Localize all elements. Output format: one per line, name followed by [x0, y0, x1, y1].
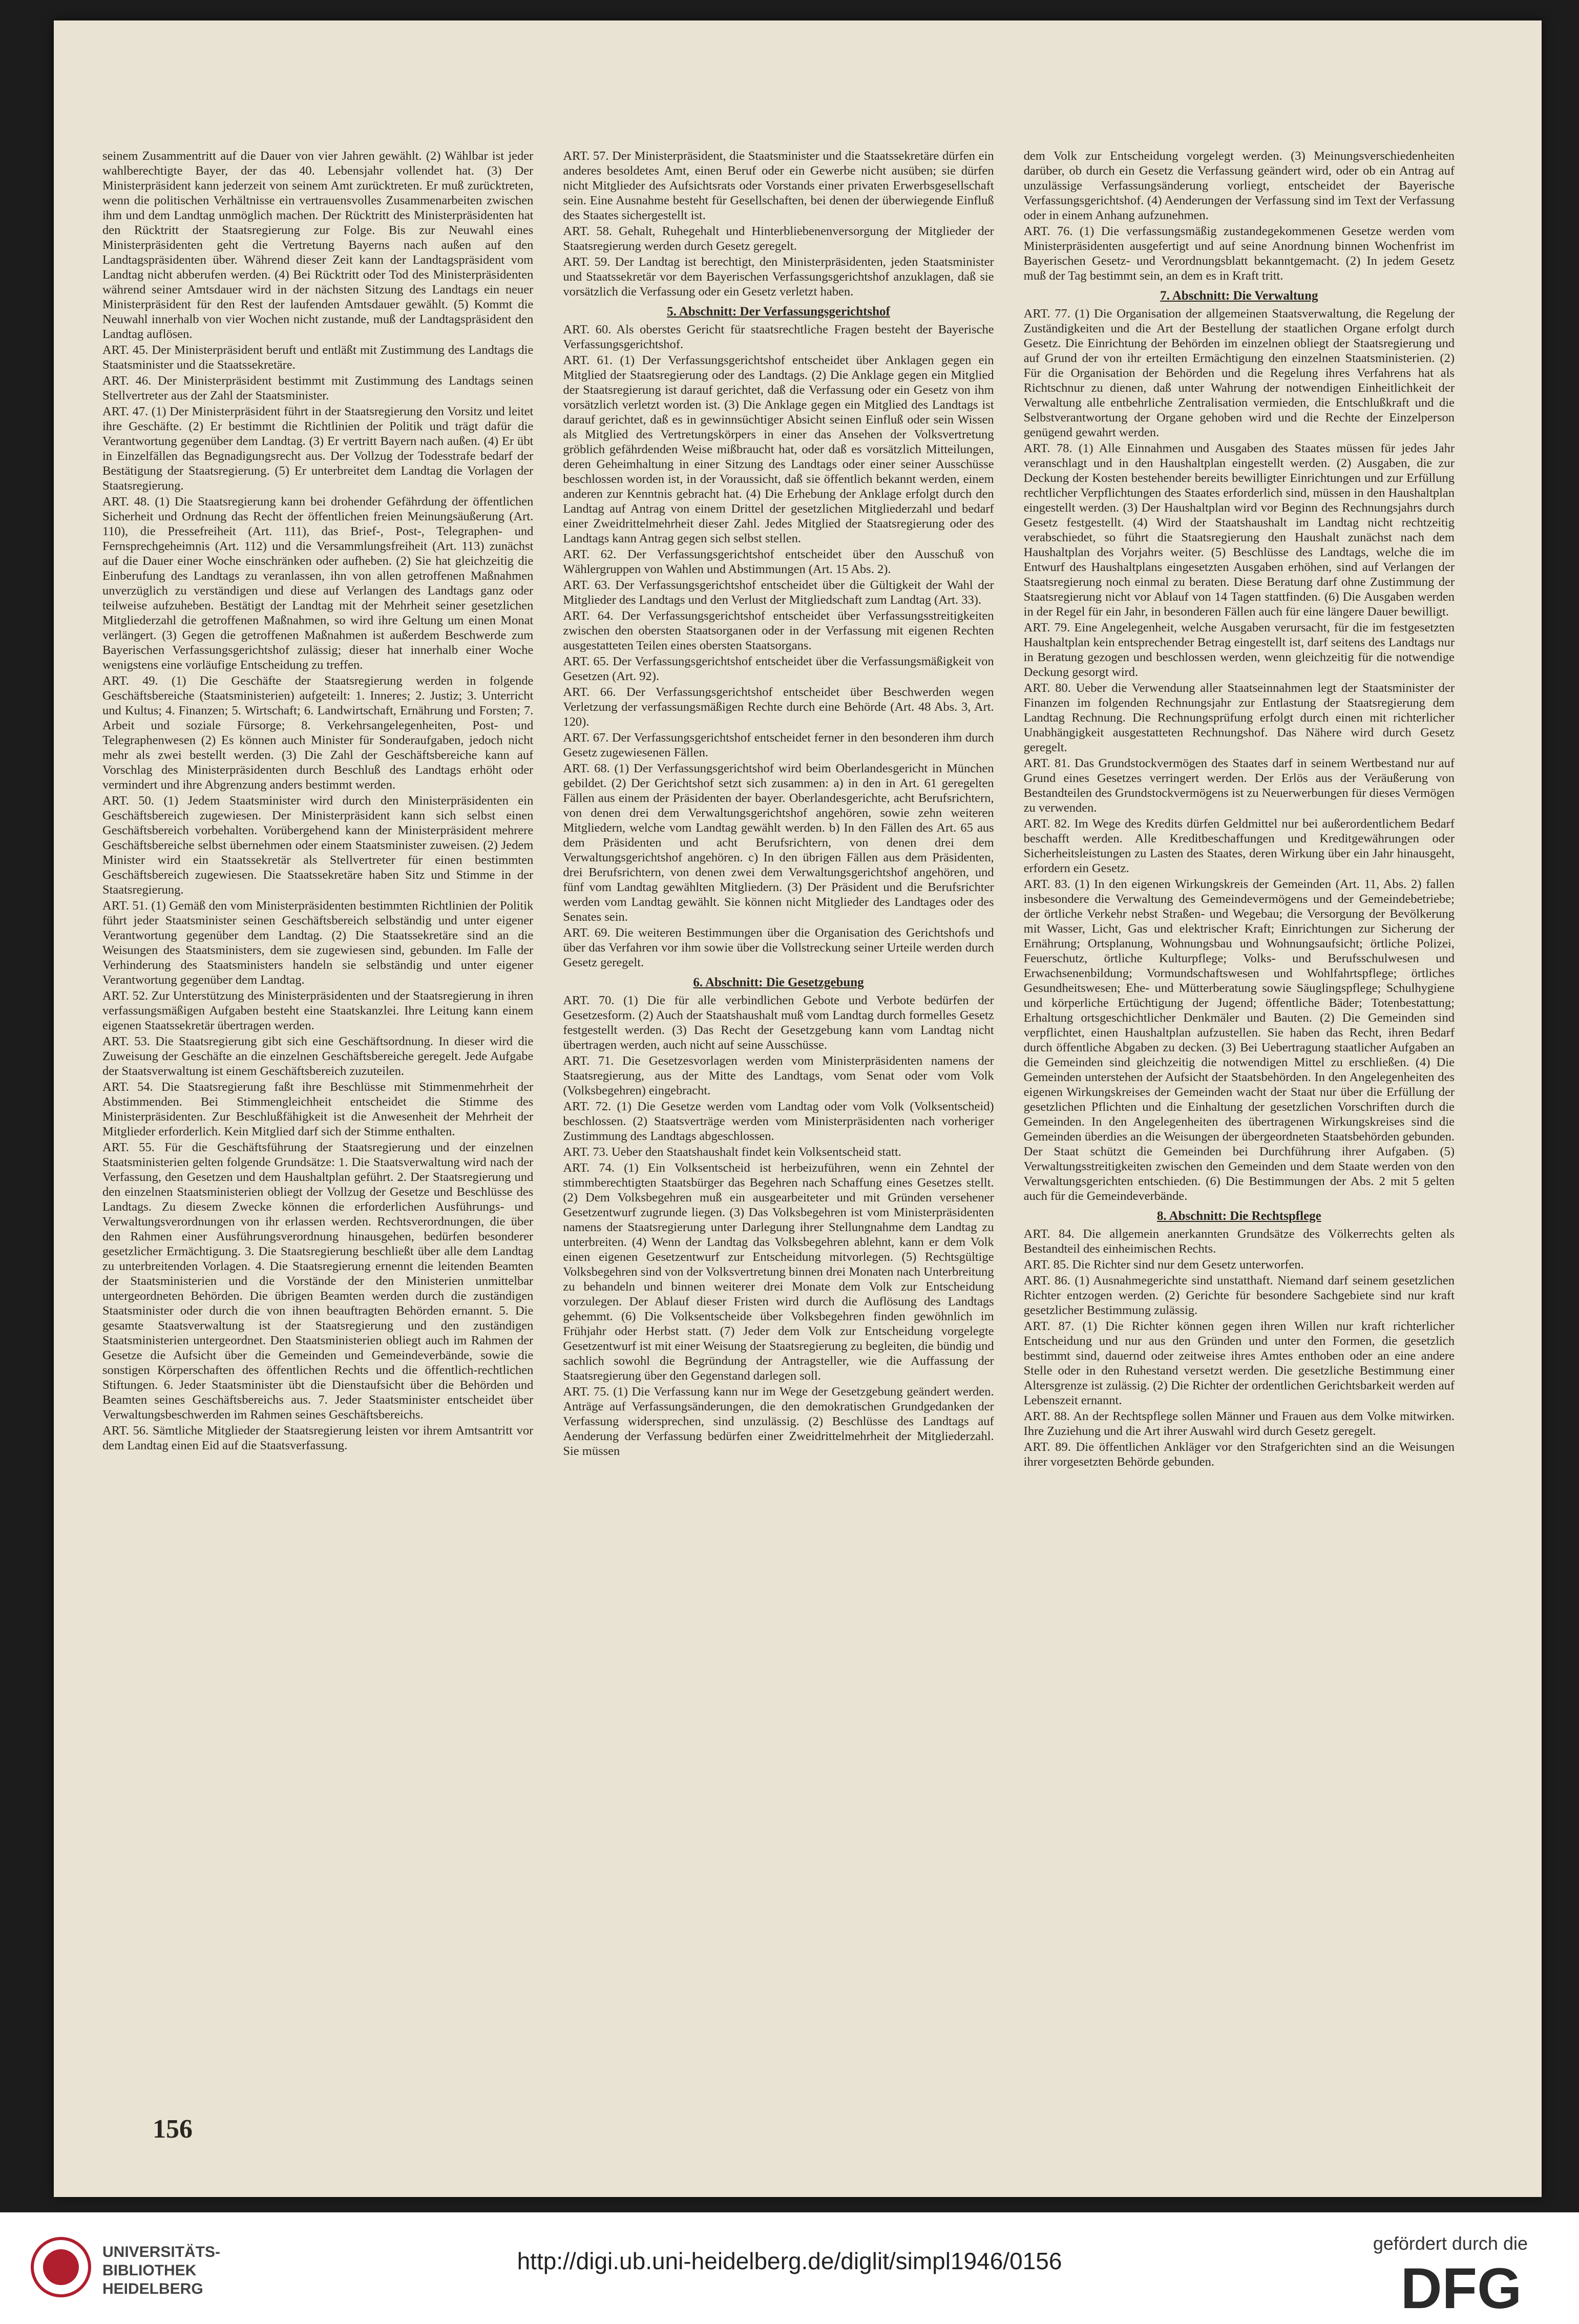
article-paragraph: ART. 62. Der Verfassungsgerichtshof entscheidet über den Ausschuß von Wählergruppen von Wahlen und Abstimmungen (Art. 15 Abs. 2). — [563, 547, 994, 576]
article-paragraph: ART. 45. Der Ministerpräsident beruft und entläßt mit Zustimmung des Landtags die Staatsminister und die Staatssekretäre. — [102, 343, 534, 372]
section-heading: 7. Abschnitt: Die Verwaltung — [1160, 289, 1318, 303]
column-3 — [1024, 149, 1455, 2043]
article-paragraph: ART. 47. (1) Der Ministerpräsident führt in der Staatsregierung den Vorsitz und leitet ihre Geschäfte. (2) Er bestimmt die Richtlinien der Politik und trägt dafür die Verantwortung gegenüber dem Landtag. (3) Er vertritt Bayern nach außen. (4) Er übt in Einzelfällen das Begnadigungsrecht aus. Der Vollzug der Todesstrafe bedarf der Bestätigung der Staatsregierung. (5) Er unterbreitet dem Landtag die Vorlagen der Staatsregierung. — [102, 405, 534, 493]
article-paragraph: ART. 56. Sämtliche Mitglieder der Staatsregierung leisten vor ihrem Amtsantritt vor dem Landtag einen Eid auf die Staatsverfassung. — [102, 1424, 534, 1452]
section-heading: 6. Abschnitt: Die Gesetzgebung — [693, 976, 864, 989]
article-paragraph: ART. 51. (1) Gemäß den vom Ministerpräsidenten bestimmten Richtlinien der Politik führt jeder Staatsminister seinen Geschäftsbereich selbständig und unter eigener Verantwortung gegenüber dem Landtag. (2) Die Staatssekretäre sind an die Weisungen des Staatsministers, dem sie zugewiesen sind, gebunden. Im Falle der Verhinderung des Staatsministers handeln sie selbständig und unter eigener Verantwortung gegenüber dem Landtag. — [102, 899, 534, 987]
article-paragraph: ART. 58. Gehalt, Ruhegehalt und Hinterbliebenenversorgung der Mitglieder der Staatsregierung werden durch Gesetz geregelt. — [563, 224, 994, 253]
article-paragraph: ART. 88. An der Rechtspflege sollen Männer und Frauen aus dem Volke mitwirken. Ihre Zuziehung und die Art ihrer Auswahl wird durch Gesetz geregelt. — [1023, 1409, 1455, 1438]
article-paragraph: ART. 77. (1) Die Organisation der allgemeinen Staatsverwaltung, die Regelung der Zuständigkeiten und die Art der Bestellung der staatlichen Organe erfolgt durch Gesetz. Die Einrichtung der Behörden im einzelnen obliegt der Staatsregierung und auf Grund der von ihr erteilten Ermächtigung den einzelnen Staatsministerien. (2) Für die Organisation der Behörden und die Regelung ihres Verfahrens hat als Richtschnur zu dienen, daß unter Wahrung der notwendigen Einheitlichkeit der Verwaltung alle entbehrliche Zentralisation vermieden, die Entschlußkraft und die Selbstverantwortung der Organe gehoben wird und die Rechte der Einzelperson genügend gewahrt werden. — [1023, 307, 1455, 439]
page-number: 156 — [153, 2115, 193, 2144]
article-paragraph: ART. 61. (1) Der Verfassungsgerichtshof entscheidet über Anklagen gegen ein Mitglied der Staatsregierung oder des Landtags. (2) Die Anklage gegen ein Mitglied der Staatsregierung ist darauf gerichtet, daß die Verfassung oder ein Gesetz von ihm vorsätzlich verletzt worden ist. (3) Die Anklage gegen ein Mitglied des Landtags ist darauf gerichtet, daß es in gewinnsüchtiger Absicht seinen Einfluß oder sein Wissen als Mitglied des Vertretungskörpers in einer das Ansehen der Volksvertretung gröblich gefährdenden Weise mißbraucht hat, oder daß es vorsätzlich Mitteilungen, deren Geheimhaltung in einer Sitzung des Landtags oder einer seiner Ausschüsse beschlossen worden ist, in der Voraussicht, daß sie öffentlich bekannt werden, einem anderen zur Kenntnis gebracht hat. (4) Die Erhebung der Anklage erfolgt durch den Landtag auf Antrag von einem Drittel der gesetzlichen Mitgliederzahl und bedarf einer Zweidrittelmehrheit dieser Zahl. Jedes Mitglied der Staatsregierung oder des Landtags kann Antrag gegen sich selbst stellen. — [563, 353, 994, 545]
article-paragraph: ART. 76. (1) Die verfassungsmäßig zustandegekommenen Gesetze werden vom Ministerpräsidenten ausgefertigt und auf seine Anordnung binnen Wochenfrist im Bayerischen Gesetz- und Verordnungsblatt bekanntgemacht. (2) In jedem Gesetz muß der Tag bestimmt sein, an dem es in Kraft tritt. — [1023, 224, 1455, 283]
article-paragraph: ART. 67. Der Verfassungsgerichtshof entscheidet ferner in den besonderen ihm durch Gesetz zugewiesenen Fällen. — [563, 731, 994, 759]
article-paragraph: ART. 79. Eine Angelegenheit, welche Ausgaben verursacht, für die im festgesetzten Haushaltplan kein entsprechender Betrag eingestellt ist, darf seitens des Landtags nur in Beratung gezogen und beschlossen werden, wenn gleichzeitig für die notwendige Deckung gesorgt wird. — [1023, 621, 1455, 679]
article-paragraph: ART. 84. Die allgemein anerkannten Grundsätze des Völkerrechts gelten als Bestandteil des einheimischen Rechts. — [1023, 1227, 1455, 1256]
article-paragraph: ART. 87. (1) Die Richter können gegen ihren Willen nur kraft richterlicher Entscheidung und nur aus den Gründen und unter den Formen, die gesetzlich bestimmt sind, dauernd oder zeitweise ihres Amtes enthoben oder an eine andere Stelle oder in den Ruhestand versetzt werden. Die gesetzliche Bestimmung einer Altersgrenze ist zulässig. (2) Die Richter der ordentlichen Gerichtsbarkeit werden auf Lebenszeit ernannt. — [1023, 1319, 1455, 1407]
article-paragraph: ART. 63. Der Verfassungsgerichtshof entscheidet über die Gültigkeit der Wahl der Mitglieder des Landtags und den Verlust der Mitgliedschaft zum Landtag (Art. 33). — [563, 578, 994, 607]
column-2 — [563, 149, 994, 2043]
article-paragraph: ART. 83. (1) In den eigenen Wirkungskreis der Gemeinden (Art. 11, Abs. 2) fallen insbesondere die Verwaltung des Gemeindevermögens und der Gemeindebetriebe; der örtliche Verkehr nebst Straßen- und Wegebau; die Versorgung der Bevölkerung mit Wasser, Licht, Gas und elektrischer Kraft; Einrichtungen zur Sicherung der Ernährung; Ortsplanung, Wohnungsbau und Wohnungsaufsicht; örtliche Polizei, Feuerschutz, örtliche Kulturpflege; Volks- und Berufsschulwesen und Erwachsenenbildung; Vormundschaftswesen und Wohlfahrtspflege; örtliches Gesundheitswesen; Ehe- und Mütterberatung sowie Säuglingspflege; Schulhygiene und körperliche Ertüchtigung der Jugend; öffentliche Bäder; Totenbestattung; Erhaltung ortsgeschichtlicher Denkmäler und Bauten. (2) Die Gemeinden sind verpflichtet, einen Haushaltplan aufzustellen. Sie haben das Recht, ihren Bedarf durch öffentliche Abgaben zu decken. (3) Bei Uebertragung staatlicher Aufgaben an die Gemeinden sind gleichzeitig die notwendigen Mittel zu erschließen. (4) Die Gemeinden unterstehen der Aufsicht der Staatsbehörden. In den Angelegenheiten des eigenen Wirkungskreises der Gemeinden wacht der Staat nur über die Erfüllung der gesetzlichen Pflichten und die Einhaltung der gesetzlichen Vorschriften durch die Gemeinden. In den Angelegenheiten des übertragenen Wirkungskreises sind die Gemeinden überdies an die Weisungen der übergeordneten Staatsbehörden gebunden. Der Staat schützt die Gemeinden bei Durchführung ihrer Aufgaben. (5) Verwaltungsstreitigkeiten zwischen den Gemeinden und dem Staate werden von den Verwaltungsgerichten entschieden. (6) Die Bestimmungen der Abs. 2 mit 5 gelten auch für die Gemeindeverbände. — [1023, 877, 1455, 1203]
article-paragraph: ART. 50. (1) Jedem Staatsminister wird durch den Ministerpräsidenten ein Geschäftsbereich zugewiesen. Der Ministerpräsident kann sich selbst einen Geschäftsbereich vorbehalten. Vorübergehend kann der Ministerpräsident mehrere Geschäftsbereiche selbst übernehmen oder einem Staatsminister zuweisen. (2) Jedem Minister wird ein Staatssekretär als Stellvertreter für einen bestimmten Geschäftsbereich zugewiesen. Die Staatssekretäre haben Sitz und Stimme in der Staatsregierung. — [102, 794, 534, 897]
article-paragraph: ART. 65. Der Verfassungsgerichtshof entscheidet über die Verfassungsmäßigkeit von Gesetzen (Art. 92). — [563, 654, 994, 683]
article-paragraph: ART. 75. (1) Die Verfassung kann nur im Wege der Gesetzgebung geändert werden. Anträge auf Verfassungsänderungen, die den demokratischen Grundgedanken der Verfassung widersprechen, sind unzulässig. (2) Beschlüsse des Landtags auf Aenderung der Verfassung bedürfen einer Zweidrittelmehrheit der Mitgliederzahl. Sie müssen — [563, 1385, 994, 1458]
article-paragraph: ART. 66. Der Verfassungsgerichtshof entscheidet über Beschwerden wegen Verletzung der verfassungsmäßigen Rechte durch eine Behörde (Art. 48 Abs. 3, Art. 120). — [563, 685, 994, 729]
article-paragraph: ART. 85. Die Richter sind nur dem Gesetz unterworfen. — [1023, 1258, 1304, 1272]
article-paragraph: ART. 81. Das Grundstockvermögen des Staates darf in seinem Wertbestand nur auf Grund eines Gesetzes verringert werden. Der Erlös aus der Veräußerung von Bestandteilen des Grundstockvermögens ist zu Neuerwerbungen für dieses Vermögen zu verwenden. — [1023, 756, 1455, 815]
dfg-logo-text: DFG — [1400, 2259, 1522, 2316]
dfg-logo[interactable] — [1379, 2259, 1543, 2316]
article-paragraph: ART. 59. Der Landtag ist berechtigt, den Ministerpräsidenten, jeden Staatsminister und Staatssekretär vor dem Bayerischen Verfassungsgerichtshof anzuklagen, daß sie vorsätzlich die Verfassung oder ein Gesetz verletzt haben. — [563, 255, 994, 299]
article-paragraph: ART. 53. Die Staatsregierung gibt sich eine Geschäftsordnung. In dieser wird die Zuweisung der Geschäfte an die einzelnen Geschäftsbereiche geregelt. Jede Aufgabe der Staatsverwaltung ist einem Geschäftsbereich zuzuteilen. — [102, 1034, 534, 1078]
article-paragraph: seinem Zusammentritt auf die Dauer von vier Jahren gewählt. (2) Wählbar ist jeder wahlberechtigte Bayer, der das 40. Lebensjahr vollendet hat. (3) Der Ministerpräsident kann jederzeit von seinem Amt zurücktreten. Er muß zurücktreten, wenn die politischen Verhältnisse ein vertrauensvolles Zusammenarbeiten zwischen ihm und dem Landtag unmöglich machen. Der Rücktritt des Ministerpräsidenten hat den Rücktritt der Staatsregierung zur Folge. Bis zur Neuwahl eines Ministerpräsidenten geht die Vertretung Bayerns nach außen auf den Landtagspräsidenten über. Während dieser Zeit kann der Landtagspräsident vom Landtag nicht abberufen werden. (4) Bei Rücktritt oder Tod des Ministerpräsidenten während seiner Amtsdauer wird in der nächsten Sitzung des Landtags ein neuer Ministerpräsident für den Rest der laufenden Amtsdauer gewählt. (5) Kommt die Neuwahl innerhalb von vier Wochen nicht zustande, muß der Landtagspräsident den Landtag auflösen. — [102, 149, 534, 341]
viewer-footer — [0, 2212, 1579, 2324]
article-paragraph: ART. 80. Ueber die Verwendung aller Staatseinnahmen legt der Staatsminister der Finanzen im folgenden Rechnungsjahr zur Entlastung der Staatsregierung dem Landtag Rechnung. Die Rechnungsprüfung erfolgt durch einen mit richterlicher Unabhängigkeit ausgestatteten Rechnungshof. Das Nähere wird durch Gesetz geregelt. — [1023, 681, 1455, 754]
article-paragraph: ART. 69. Die weiteren Bestimmungen über die Organisation des Gerichtshofs und über das Verfahren vor ihm sowie über die Vollstreckung seiner Urteile werden durch Gesetz geregelt. — [563, 926, 994, 969]
article-paragraph: ART. 60. Als oberstes Gericht für staatsrechtliche Fragen besteht der Bayerische Verfassungsgerichtshof. — [563, 323, 994, 351]
article-paragraph: ART. 46. Der Ministerpräsident bestimmt mit Zustimmung des Landtags seinen Stellvertreter aus der Zahl der Staatsminister. — [102, 374, 534, 403]
article-paragraph: ART. 89. Die öffentlichen Ankläger vor den Strafgerichten sind an die Weisungen ihrer vorgesetzten Behörde gebunden. — [1023, 1440, 1455, 1469]
article-paragraph: ART. 71. Die Gesetzesvorlagen werden vom Ministerpräsidenten namens der Staatsregierung, aus der Mitte des Landtags, vom Senat oder vom Volk (Volksbegehren) eingebracht. — [563, 1054, 994, 1097]
article-paragraph: ART. 72. (1) Die Gesetze werden vom Landtag oder vom Volk (Volksentscheid) beschlossen. (2) Staatsverträge werden vom Ministerpräsidenten nach vorheriger Zustimmung des Landtags abgeschlossen. — [563, 1100, 994, 1143]
column-1 — [102, 149, 533, 2043]
article-paragraph: ART. 52. Zur Unterstützung des Ministerpräsidenten und der Staatsregierung in ihren verfassungsmäßigen Aufgaben besteht eine Staatskanzlei. Ihre Leitung kann einem eigenen Staatssekretär übertragen werden. — [102, 989, 534, 1032]
article-paragraph: ART. 49. (1) Die Geschäfte der Staatsregierung werden in folgende Geschäftsbereiche (Staatsministerien) aufgeteilt: 1. Inneres; 2. Justiz; 3. Unterricht und Kultus; 4. Finanzen; 5. Wirtschaft; 6. Landwirtschaft, Ernährung und Forsten; 7. Arbeit und soziale Fürsorge; 8. Verkehrsangelegenheiten, Post- und Telegraphenwesen (2) Es können auch Minister für Sonderaufgaben, jedoch nicht mehr als zwei bestellt werden. (3) Die Zahl der Geschäftsbereiche kann auf Vorschlag des Ministerpräsidenten durch Beschluß des Landtags erhöht oder vermindert und ihre Abgrenzung anders bestimmt werden. — [102, 674, 534, 792]
article-paragraph: ART. 48. (1) Die Staatsregierung kann bei drohender Gefährdung der öffentlichen Sicherheit und Ordnung das Recht der öffentlichen freien Meinungsäußerung (Art. 110), die Pressefreiheit (Art. 111), das Brief-, Post-, Telegraphen- und Fernsprechgeheimnis (Art. 112) und die Versammlungsfreiheit (Art. 113) zunächst auf die Dauer einer Woche einschränken oder aufheben. (2) Sie hat gleichzeitig die Einberufung des Landtags zu veranlassen, ihn von allen getroffenen Maßnahmen unverzüglich zu verständigen und diese auf Verlangen des Landtags ganz oder teilweise aufzuheben. Bestätigt der Landtag mit der Mehrheit seiner gesetzlichen Mitgliederzahl die getroffenen Maßnahmen, so wird ihre Geltung um einen Monat verlängert. (3) Gegen die getroffenen Maßnahmen ist außerdem Beschwerde zum Bayerischen Verfassungsgerichtshof zulässig; dieser hat innerhalb einer Woche wenigstens eine vorläufige Entscheidung zu treffen. — [102, 495, 534, 672]
article-paragraph: ART. 68. (1) Der Verfassungsgerichtshof wird beim Oberlandesgericht in München gebildet. (2) Der Gerichtshof setzt sich zusammen: a) in den in Art. 61 geregelten Fällen aus einem der Präsidenten der bayer. Oberlandesgerichte, acht Berufsrichtern, von denen drei dem Verwaltungsgerichtshof angehören, sowie zehn weiteren Mitgliedern, welche vom Landtag gewählt werden. b) In den Fällen des Art. 65 aus dem Präsidenten und acht Berufsrichtern, von denen drei dem Verwaltungsgerichtshof angehören. c) In den übrigen Fällen aus dem Präsidenten, drei Berufsrichtern, von denen zwei dem Verwaltungsgerichtshof angehören, und fünf vom Landtag gewählten Mitgliedern. (3) Der Präsident und die Berufsrichter werden vom Landtag gewählt. Sie können nicht Mitglieder des Landtages oder des Senates sein. — [563, 762, 994, 924]
article-paragraph: ART. 82. Im Wege des Kredits dürfen Geldmittel nur bei außerordentlichem Bedarf beschafft werden. Alle Kreditbeschaffungen und Kreditgewährungen oder Sicherheitsleistungen zu Lasten des Staates, deren Wirkung über ein Jahr hinausgeht, erfordern ein Gesetz. — [1023, 817, 1455, 875]
text-columns — [102, 149, 1455, 2043]
section-heading: 8. Abschnitt: Die Rechtspflege — [1156, 1209, 1321, 1223]
article-paragraph: ART. 74. (1) Ein Volksentscheid ist herbeizuführen, wenn ein Zehntel der stimmberechtigten Staatsbürger das Begehren nach Schaffung eines Gesetzes stellt. (2) Dem Volksbegehren muß ein ausgearbeiteter und mit Gründen versehener Gesetzentwurf zugrunde liegen. (3) Das Volksbegehren ist vom Ministerpräsidenten namens der Staatsregierung unter Darlegung ihrer Stellungnahme dem Landtag zu unterbreiten. (4) Wenn der Landtag das Volksbegehren ablehnt, kann er dem Volk einen eigenen Gesetzentwurf zur Entscheidung mitvorlegen. (5) Rechtsgültige Volksbegehren sind von der Volksvertretung binnen drei Monaten nach Unterbreitung zu behandeln und binnen weiterer drei Monate dem Volk zur Entscheidung vorzulegen. Der Ablauf dieser Fristen wird durch die Auflösung des Landtags gehemmt. (6) Die Volksentscheide über Volksbegehren finden gewöhnlich im Frühjahr oder Herbst statt. (7) Jeder dem Volk zur Entscheidung vorgelegte Gesetzentwurf ist mit einer Weisung der Staatsregierung zu begleiten, die bündig und sachlich sowohl die Begründung der Antragsteller, wie die Auffassung der Staatsregierung über den Gegenstand darlegen soll. — [563, 1161, 994, 1383]
article-paragraph: ART. 64. Der Verfassungsgerichtshof entscheidet über Verfassungsstreitigkeiten zwischen den obersten Staatsorganen oder in der Verfassung mit eigenen Rechten ausgestatteten Teilen eines obersten Staatsorgans. — [563, 609, 994, 652]
article-paragraph: ART. 55. Für die Geschäftsführung der Staatsregierung und der einzelnen Staatsministerien gelten folgende Grundsätze: 1. Die Staatsverwaltung wird nach der Verfassung, den Gesetzen und dem Haushaltplan geführt. 2. Der Staatsregierung und den einzelnen Staatsministerien obliegt der Vollzug der Gesetze und Beschlüsse des Landtags. Zu diesem Zwecke können die erforderlichen Ausführungs- und Verwaltungsverordnungen von ihr erlassen werden. Rechtsverordnungen, die über den Rahmen einer Ausführungsverordnung hinausgehen, bedürfen besonderer gesetzlicher Ermächtigung. 3. Die Staatsregierung beschließt über alle dem Landtag zu unterbreitenden Vorlagen. 4. Die Staatsregierung ernennt die leitenden Beamten der Staatsministerien und die Vorstände der den Ministerien unmittelbar untergeordneten Behörden. Die übrigen Beamten werden durch die zuständigen Staatsminister oder durch die von ihnen beauftragten Behörden ernannt. 5. Die gesamte Staatsverwaltung ist der Staatsregierung und den zuständigen Staatsministerien untergeordnet. Den Staatsministerien obliegt auch im Rahmen der Gesetze die Aufsicht über die Gemeinden und Gemeindeverbände, sowie die sonstigen Körperschaften des öffentlichen Rechts und die öffentlich-rechtlichen Stiftungen. 6. Jeder Staatsminister übt die Dienstaufsicht über die Behörden und Beamten seines Geschäftsbereichs aus. 7. Jeder Staatsminister entscheidet über Verwaltungsbeschwerden im Rahmen seines Geschäftsbereichs. — [102, 1140, 534, 1422]
article-paragraph: ART. 86. (1) Ausnahmegerichte sind unstatthaft. Niemand darf seinem gesetzlichen Richter entzogen werden. (2) Gerichte für besondere Sachgebiete sind nur kraft gesetzlicher Bestimmung zulässig. — [1023, 1274, 1455, 1317]
section-heading: 5. Abschnitt: Der Verfassungsgerichtshof — [667, 305, 890, 319]
institution-name: UNIVERSITÄTS- BIBLIOTHEK HEIDELBERG — [102, 2244, 221, 2297]
funding-note: gefördert durch die — [1373, 2233, 1528, 2254]
permalink-url[interactable]: http://digi.ub.uni-heidelberg.de/diglit/simpl1946/0156 — [517, 2248, 1062, 2274]
article-paragraph: dem Volk zur Entscheidung vorgelegt werden. (3) Meinungsverschiedenheiten darüber, ob durch ein Gesetz die Verfassung geändert wird, oder ob ein Antrag auf unzulässige Verfassungsänderung vorliegt, entscheidet der Bayerische Verfassungsgerichtshof. (4) Aenderungen der Verfassung sind im Text der Verfassung oder in einem Anhang aufzunehmen. — [1023, 149, 1455, 222]
article-paragraph: ART. 73. Ueber den Staatshaushalt findet kein Volksentscheid statt. — [563, 1145, 901, 1159]
article-paragraph: ART. 57. Der Ministerpräsident, die Staatsminister und die Staatssekretäre dürfen ein anderes besoldetes Amt, einen Beruf oder ein Gewerbe nicht ausüben; sie dürfen nicht Mitglieder des Aufsichtsrats oder Vorstands einer privaten Erwerbsgesellschaft sein. Eine Ausnahme besteht für Gesellschaften, bei denen der überwiegende Einfluß des Staates sichergestellt ist. — [563, 149, 994, 222]
article-paragraph: ART. 78. (1) Alle Einnahmen und Ausgaben des Staates müssen für jedes Jahr veranschlagt und in den Haushaltplan eingestellt werden. (2) Ausgaben, die zur Deckung der Kosten bestehender bereits bewilligter Einrichtungen und zur Erfüllung rechtlicher Verpflichtungen des Staates erforderlich sind, müssen in den Haushaltplan eingestellt werden. (3) Der Haushaltplan wird vor Beginn des Rechnungsjahrs durch Gesetz festgestellt. (4) Wird der Staatshaushalt im Landtag nicht rechtzeitig verabschiedet, so führt die Staatsregierung den Haushalt zunächst nach dem Haushaltplan des Vorjahrs weiter. (5) Beschlüsse des Landtags, welche die im Entwurf des Haushaltplans eingesetzten Ausgaben erhöhen, sind auf Verlangen der Staatsregierung noch einmal zu beraten. Diese Beratung darf ohne Zustimmung der Staatsregierung nicht vor Ablauf von 14 Tagen stattfinden. (6) Die Ausgaben werden in der Regel für ein Jahr, in besonderen Fällen auch für eine längere Dauer bewilligt. — [1023, 441, 1455, 619]
article-paragraph: ART. 70. (1) Die für alle verbindlichen Gebote und Verbote bedürfen der Gesetzesform. (2) Auch der Staatshaushalt muß vom Landtag durch formelles Gesetz festgestellt werden. (3) Das Recht der Gesetzgebung kann vom Landtag nicht übertragen werden, auch nicht auf seine Ausschüsse. — [563, 994, 994, 1052]
article-paragraph: ART. 54. Die Staatsregierung faßt ihre Beschlüsse mit Stimmenmehrheit der Abstimmenden. Bei Stimmengleichheit entscheidet die Stimme des Ministerpräsidenten. Zur Beschlußfähigkeit ist die Anwesenheit der Mehrheit der Mitglieder erforderlich. Kein Mitglied darf sich der Stimme enthalten. — [102, 1080, 534, 1138]
